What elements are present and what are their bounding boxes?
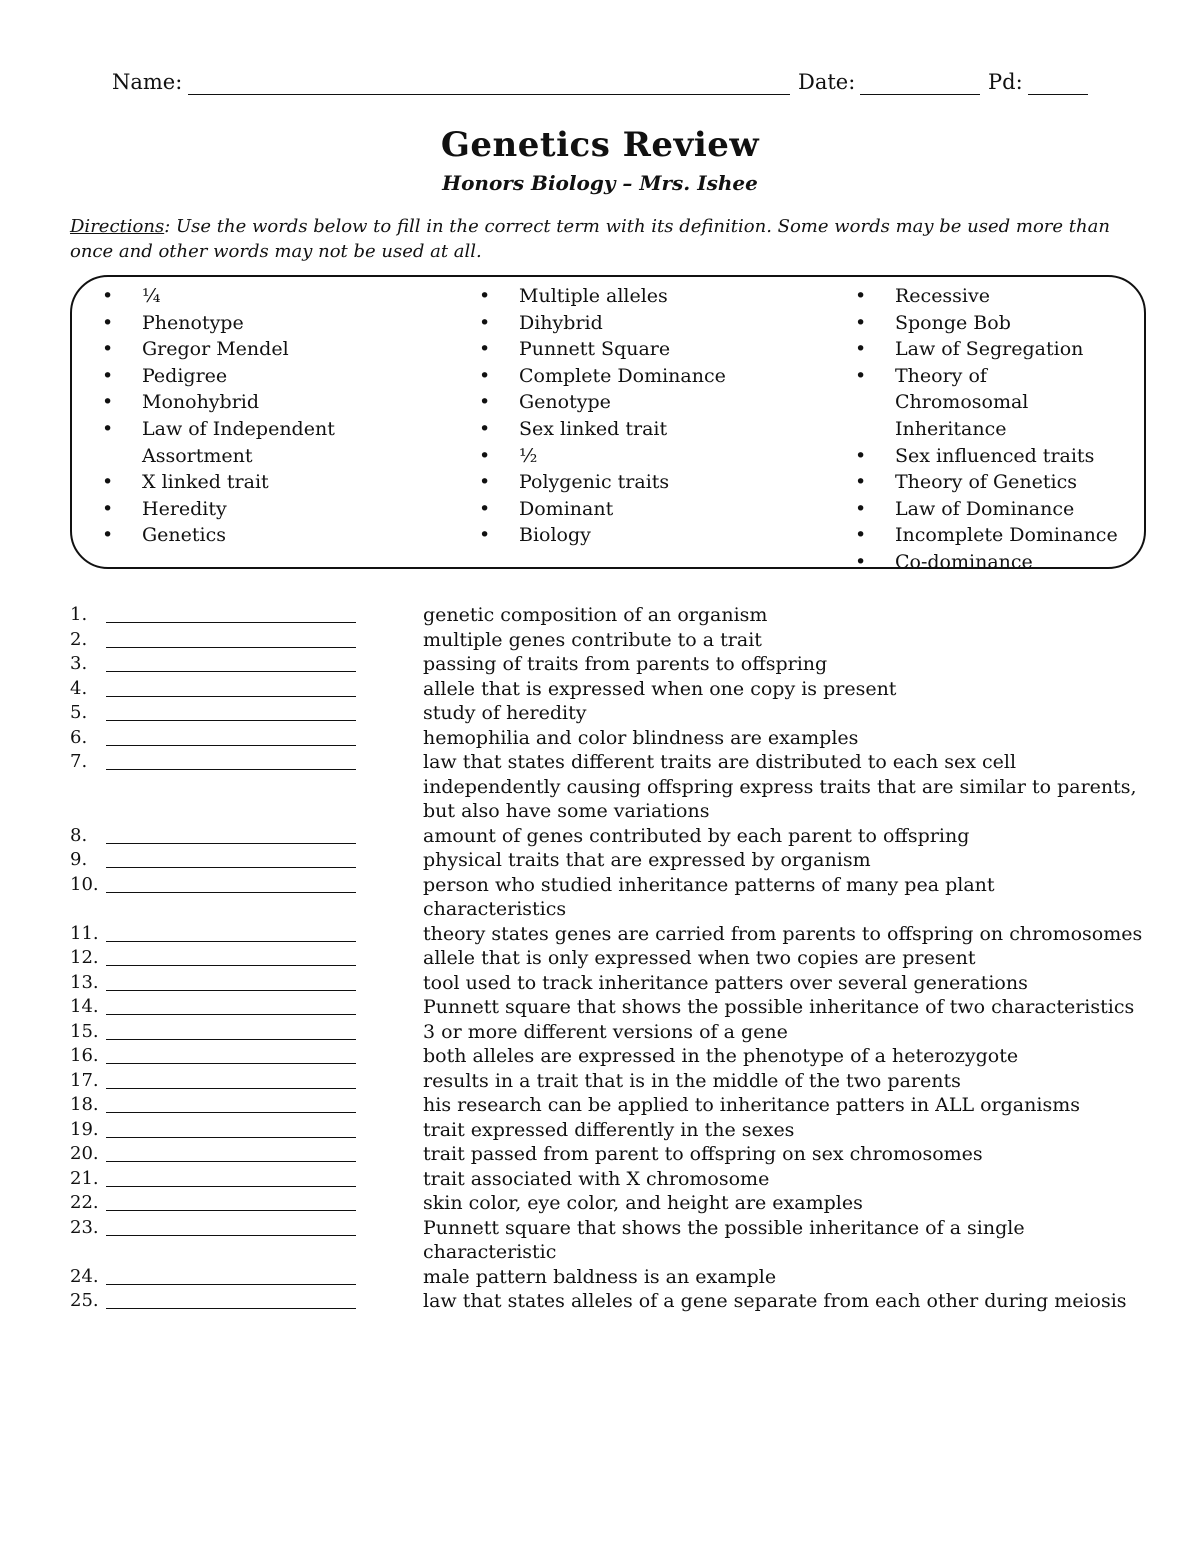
question-definition: passing of traits from parents to offspring	[423, 653, 828, 675]
word-bank-item: • Biology	[479, 522, 779, 549]
question-row	[70, 1216, 1150, 1265]
student-info-line	[112, 70, 1092, 100]
question-number: 13.	[70, 971, 99, 993]
answer-blank[interactable]	[106, 1235, 356, 1236]
question-number: 18.	[70, 1094, 99, 1115]
question-row	[70, 1020, 1150, 1045]
answer-blank[interactable]	[106, 867, 356, 868]
question-definition: hemophilia and color blindness are examples	[423, 726, 859, 749]
question-number: 20.	[70, 1143, 99, 1164]
answer-blank[interactable]	[106, 769, 356, 770]
question-row	[70, 726, 1150, 751]
word-bank-column-3	[855, 283, 1125, 576]
question-row	[70, 677, 1150, 702]
period-label: Pd:	[988, 70, 1023, 94]
answer-blank[interactable]	[106, 720, 356, 721]
question-number: 21.	[70, 1167, 99, 1189]
word-bank-item: • X linked trait	[102, 469, 402, 496]
word-bank-item: • Gregor Mendel	[102, 336, 402, 363]
question-number: 8.	[70, 824, 88, 846]
answer-blank[interactable]	[106, 1308, 356, 1309]
question-definition: Punnett square that shows the possible inheritance of two characteristics	[423, 996, 1135, 1018]
question-row	[70, 1191, 1150, 1216]
question-definition: law that states alleles of a gene separate from each other during meiosis	[423, 1290, 1127, 1312]
word-bank-item: • Punnett Square	[479, 336, 779, 363]
word-bank-item: • Genotype	[479, 389, 779, 416]
word-bank-column-1	[102, 283, 402, 549]
page-title: Genetics Review	[440, 125, 760, 165]
directions	[70, 214, 1130, 264]
question-row	[70, 1167, 1150, 1192]
question-number: 19.	[70, 1118, 99, 1140]
word-bank-item: • Genetics	[102, 522, 402, 549]
question-definition: genetic composition of an organism	[423, 604, 768, 626]
question-number: 23.	[70, 1216, 99, 1238]
answer-blank[interactable]	[106, 1284, 356, 1285]
question-definition: tool used to track inheritance patters over several generations	[423, 971, 1028, 994]
question-row	[70, 1069, 1150, 1094]
word-bank-item: • Complete Dominance	[479, 363, 779, 390]
question-definition: allele that is only expressed when two copies are present	[423, 947, 976, 969]
question-number: 7.	[70, 751, 88, 772]
word-bank-item: • Dihybrid	[479, 310, 779, 337]
question-row	[70, 946, 1150, 971]
question-number: 3.	[70, 653, 88, 674]
answer-blank[interactable]	[106, 1039, 356, 1040]
word-bank-item: • Recessive	[855, 283, 1125, 310]
answer-blank[interactable]	[106, 1186, 356, 1187]
question-row	[70, 971, 1150, 996]
date-label: Date:	[798, 70, 856, 94]
question-definition: allele that is expressed when one copy is present	[423, 677, 897, 700]
question-row	[70, 995, 1150, 1020]
question-row	[70, 1142, 1150, 1167]
question-row	[70, 1289, 1150, 1314]
name-blank[interactable]	[188, 94, 790, 95]
answer-blank[interactable]	[106, 1112, 356, 1113]
answer-blank[interactable]	[106, 1063, 356, 1064]
question-definition: amount of genes contributed by each parent to offspring	[423, 824, 970, 847]
question-number: 4.	[70, 677, 88, 699]
question-number: 12.	[70, 947, 99, 968]
question-definition: his research can be applied to inheritance patters in ALL organisms	[423, 1094, 1080, 1116]
question-definition: both alleles are expressed in the phenotype of a heterozygote	[423, 1045, 1019, 1067]
answer-blank[interactable]	[106, 965, 356, 966]
question-row	[70, 922, 1150, 947]
question-definition: law that states different traits are distributed to each sex cell independently causing offspring express traits that are similar to parents, but also have some variations	[423, 751, 1137, 822]
word-bank-item: • Monohybrid	[102, 389, 402, 416]
question-list	[70, 603, 1150, 1314]
answer-blank[interactable]	[106, 671, 356, 672]
word-bank-item: • Polygenic traits	[479, 469, 779, 496]
question-definition: male pattern baldness is an example	[423, 1265, 777, 1288]
question-row	[70, 628, 1150, 653]
question-definition: results in a trait that is in the middle of the two parents	[423, 1069, 961, 1092]
question-row	[70, 824, 1150, 849]
question-number: 17.	[70, 1069, 99, 1091]
answer-blank[interactable]	[106, 745, 356, 746]
word-bank-box	[70, 275, 1146, 573]
question-row	[70, 873, 1150, 922]
question-definition: theory states genes are carried from parents to offspring on chromosomes	[423, 922, 1143, 945]
question-number: 25.	[70, 1290, 99, 1311]
question-definition: study of heredity	[423, 702, 587, 724]
question-number: 5.	[70, 702, 88, 723]
question-row	[70, 1093, 1150, 1118]
question-definition: person who studied inheritance patterns of many pea plant characteristics	[423, 873, 995, 920]
question-row	[70, 603, 1150, 628]
question-definition: skin color, eye color, and height are examples	[423, 1192, 863, 1214]
question-number: 15.	[70, 1020, 99, 1042]
word-bank-item: • ½	[479, 443, 779, 470]
word-bank-item: • Theory of Chromosomal Inheritance	[855, 363, 1125, 443]
question-row	[70, 1044, 1150, 1069]
question-number: 11.	[70, 922, 99, 944]
question-definition: trait expressed differently in the sexes	[423, 1118, 795, 1141]
question-row	[70, 1118, 1150, 1143]
directions-label: Directions	[70, 216, 165, 237]
answer-blank[interactable]	[106, 990, 356, 991]
question-number: 6.	[70, 726, 88, 748]
directions-text: : Use the words below to fill in the correct term with its definition. Some words may be used more than once and other words may not be used at all.	[70, 216, 1110, 262]
answer-blank[interactable]	[106, 622, 356, 623]
answer-blank[interactable]	[106, 1088, 356, 1089]
question-number: 9.	[70, 849, 88, 870]
answer-blank[interactable]	[106, 1210, 356, 1211]
question-number: 22.	[70, 1192, 99, 1213]
question-number: 2.	[70, 628, 88, 650]
word-bank-item: • Heredity	[102, 496, 402, 523]
word-bank-item: • Theory of Genetics	[855, 469, 1125, 496]
word-bank-item: • Phenotype	[102, 310, 402, 337]
word-bank-item: • Sex linked trait	[479, 416, 779, 443]
answer-blank[interactable]	[106, 843, 356, 844]
question-definition: trait passed from parent to offspring on sex chromosomes	[423, 1143, 983, 1165]
answer-blank[interactable]	[106, 1014, 356, 1015]
answer-blank[interactable]	[106, 892, 356, 893]
page-subtitle: Honors Biology – Mrs. Ishee	[442, 171, 758, 195]
question-row	[70, 701, 1150, 726]
word-bank-item: • ¼	[102, 283, 402, 310]
question-row	[70, 652, 1150, 677]
word-bank-item: • Sponge Bob	[855, 310, 1125, 337]
word-bank-item: • Law of Segregation	[855, 336, 1125, 363]
word-bank-column-2	[479, 283, 779, 549]
question-number: 1.	[70, 604, 88, 625]
word-bank-item: • Law of Dominance	[855, 496, 1125, 523]
answer-blank[interactable]	[106, 647, 356, 648]
question-number: 14.	[70, 996, 99, 1017]
word-bank-item: • Law of Independent Assortment	[102, 416, 402, 469]
word-bank-item: • Multiple alleles	[479, 283, 779, 310]
question-number: 10.	[70, 873, 99, 895]
question-definition: multiple genes contribute to a trait	[423, 628, 762, 651]
question-row	[70, 848, 1150, 873]
answer-blank[interactable]	[106, 1161, 356, 1162]
word-bank-item: • Co-dominance	[855, 549, 1125, 576]
question-definition: trait associated with X chromosome	[423, 1167, 770, 1190]
word-bank-item: • Dominant	[479, 496, 779, 523]
date-blank[interactable]	[860, 94, 980, 95]
question-row	[70, 1265, 1150, 1290]
question-row	[70, 750, 1150, 824]
answer-blank[interactable]	[106, 696, 356, 697]
question-number: 24.	[70, 1265, 99, 1287]
word-bank-item: • Pedigree	[102, 363, 402, 390]
question-definition: physical traits that are expressed by organism	[423, 849, 871, 871]
question-definition: 3 or more different versions of a gene	[423, 1020, 788, 1043]
word-bank-item: • Incomplete Dominance	[855, 522, 1125, 549]
answer-blank[interactable]	[106, 1137, 356, 1138]
word-bank-item: • Sex influenced traits	[855, 443, 1125, 470]
answer-blank[interactable]	[106, 941, 356, 942]
period-blank[interactable]	[1028, 94, 1088, 95]
question-number: 16.	[70, 1045, 99, 1066]
question-definition: Punnett square that shows the possible inheritance of a single characteristic	[423, 1216, 1025, 1263]
name-label: Name:	[112, 70, 183, 94]
